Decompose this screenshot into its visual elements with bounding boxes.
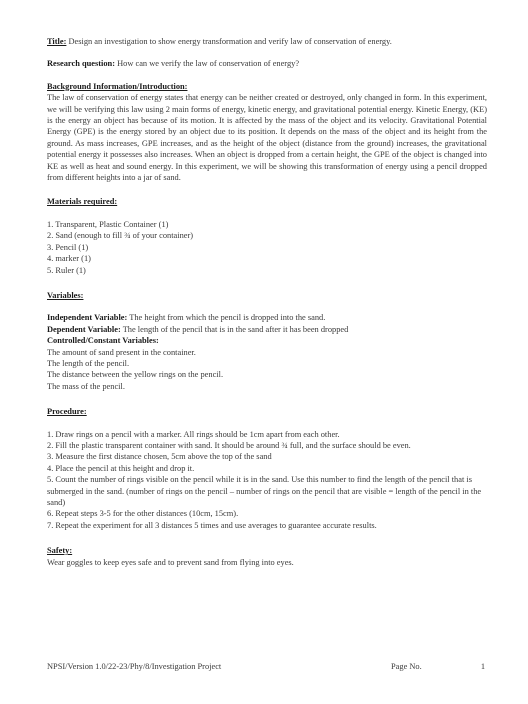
- controlled-label: Controlled/Constant Variables:: [47, 336, 159, 346]
- list-item: 2. Sand (enough to fill ¾ of your container): [47, 231, 194, 241]
- background-body: The law of conservation of energy states that energy can be neither created or destroyed, only changed in form. In this experiment, we will be verifying this law using 2 main forms of energy, kinetic energy, and gravitational potential energy. Kinetic Energy, (KE) is the energy an object has because of its motion. It is affected by the mass of the object and its velocity. Gravitational Potential Energy (GPE) is the energy stored by an object due to its position. It depends on the mass of the object and its height from the ground. As mass increases, GPE increases, and as the height of the object (distance from the ground) increases, the gravitational potential energy it possesses also increases. When an object is dropped from a certain height, the GPE of the object is changed into KE as well as heat and sound energy. In this experiment, we will be showing this transformation of energy using a pencil dropped from different heights into a jar of sand.: [47, 93, 487, 183]
- list-item: 1. Transparent, Plastic Container (1): [47, 219, 169, 229]
- procedure-step: 5. Count the number of rings visible on the pencil while it is in the sand. Use this number to find the length of the pencil that is submerged in the sand. (number of rings on the pencil – number of rings on the pencil that are visible = length of the pencil in the sand): [47, 475, 482, 507]
- procedure-step: 2. Fill the plastic transparent container with sand. It should be around ¾ full, and the surface should be even.: [47, 440, 411, 450]
- controlled-item: The distance between the yellow rings on the pencil.: [47, 370, 224, 380]
- footer-page-number: 1: [480, 662, 485, 671]
- list-item: 3. Pencil (1): [47, 242, 89, 252]
- controlled-item: The length of the pencil.: [47, 358, 130, 368]
- controlled-item: The amount of sand present in the container.: [47, 347, 196, 357]
- independent-text: The height from which the pencil is dropped into the sand.: [127, 313, 326, 323]
- controlled-item: The mass of the pencil.: [47, 381, 125, 391]
- footer-page-label: Page No.: [391, 662, 422, 671]
- dependent-text: The length of the pencil that is in the sand after it has been dropped: [120, 324, 349, 334]
- research-question-text: How can we verify the law of conservation of energy?: [115, 59, 300, 69]
- variables-heading: Variables:: [47, 290, 84, 300]
- procedure-step: 7. Repeat the experiment for all 3 distances 5 times and use averages to guarantee accurate results.: [47, 520, 377, 530]
- dependent-label: Dependent Variable:: [47, 324, 121, 334]
- background-heading: Background Information/Introduction:: [47, 81, 188, 91]
- materials-list: [47, 219, 487, 276]
- title-line: [47, 36, 487, 47]
- document-page: [47, 36, 487, 568]
- procedure-step: 3. Measure the first distance chosen, 5cm above the top of the sand: [47, 452, 272, 462]
- procedure-step: 6. Repeat steps 3-5 for the other distances (10cm, 15cm).: [47, 509, 239, 519]
- title-text: Design an investigation to show energy transformation and verify law of conservation of energy.: [66, 37, 392, 46]
- list-item: 5. Ruler (1): [47, 265, 86, 275]
- independent-variable: [47, 312, 487, 323]
- procedure-step: 1. Draw rings on a pencil with a marker. All rings should be 1cm apart from each other.: [47, 429, 340, 439]
- footer-version: NPSI/Version 1.0/22-23/Phy/8/Investigation Project: [47, 662, 222, 671]
- procedure-step: 4. Place the pencil at this height and drop it.: [47, 463, 195, 473]
- dependent-variable: [47, 324, 487, 335]
- title-label: Title:: [47, 37, 67, 46]
- procedure-heading: Procedure:: [47, 407, 87, 417]
- research-question-label: Research question:: [47, 59, 116, 69]
- safety-heading: Safety:: [47, 546, 73, 556]
- procedure-list: [47, 429, 487, 532]
- independent-label: Independent Variable:: [47, 313, 128, 323]
- page-footer: [47, 661, 487, 673]
- safety-text: Wear goggles to keep eyes safe and to prevent sand from flying into eyes.: [47, 557, 294, 567]
- materials-heading: Materials required:: [47, 197, 118, 207]
- research-question-line: [47, 58, 487, 69]
- list-item: 4. marker (1): [47, 254, 91, 264]
